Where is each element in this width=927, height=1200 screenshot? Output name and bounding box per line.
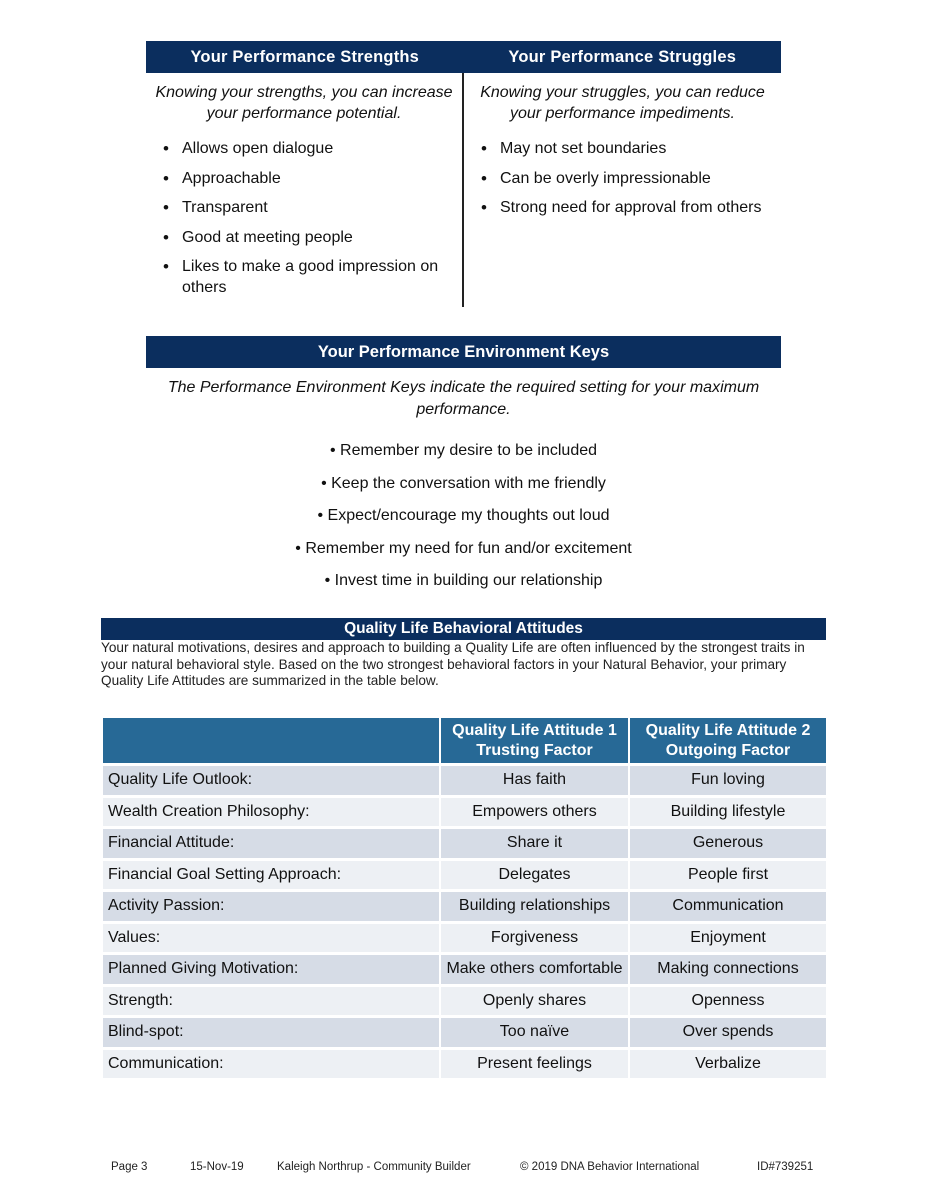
attitude-2-value: People first (630, 861, 826, 890)
struggles-column (464, 82, 781, 227)
strengths-intro: Knowing your strengths, you can increase your performance potential. (155, 84, 453, 122)
table-header-cell: Quality Life Attitude 2 Outgoing Factor (630, 718, 826, 763)
row-label: Activity Passion: (103, 892, 439, 921)
quality-life-table (101, 715, 828, 1081)
footer-name: Kaleigh Northrup - Community Builder (277, 1161, 471, 1173)
attitude-2-value: Making connections (630, 955, 826, 984)
table-row (103, 924, 826, 953)
quality-life-title: Quality Life Behavioral Attitudes (101, 618, 826, 640)
strength-item: • Transparent (146, 197, 462, 218)
table-row (103, 987, 826, 1016)
footer-page-number: Page 3 (111, 1161, 148, 1173)
environment-key-item: • Expect/encourage my thoughts out loud (317, 507, 610, 524)
row-label: Planned Giving Motivation: (103, 955, 439, 984)
performance-header-bar (146, 41, 781, 73)
attitude-2-value: Verbalize (630, 1050, 826, 1079)
attitude-1-value: Has faith (441, 766, 628, 795)
table-row (103, 861, 826, 890)
attitude-2-value: Generous (630, 829, 826, 858)
table-header-cell: Quality Life Attitude 1 Trusting Factor (441, 718, 628, 763)
strength-item: • Approachable (146, 168, 462, 189)
struggles-intro: Knowing your struggles, you can reduce your performance impediments. (480, 84, 765, 122)
row-label: Values: (103, 924, 439, 953)
table-header-cell (103, 718, 439, 763)
environment-keys-title: Your Performance Environment Keys (146, 336, 781, 368)
row-label: Quality Life Outlook: (103, 766, 439, 795)
attitude-1-value: Empowers others (441, 798, 628, 827)
attitude-1-value: Make others comfortable (441, 955, 628, 984)
table-row (103, 798, 826, 827)
struggle-item: • May not set boundaries (464, 138, 781, 159)
attitude-2-value: Enjoyment (630, 924, 826, 953)
row-label: Financial Attitude: (103, 829, 439, 858)
attitude-2-value: Building lifestyle (630, 798, 826, 827)
strengths-list (146, 138, 462, 298)
attitude-1-value: Present feelings (441, 1050, 628, 1079)
table-row (103, 1018, 826, 1047)
strengths-title: Your Performance Strengths (190, 48, 420, 66)
attitude-2-value: Openness (630, 987, 826, 1016)
table-row (103, 1050, 826, 1079)
footer-date: 15-Nov-19 (190, 1161, 244, 1173)
table-row (103, 892, 826, 921)
attitude-1-value: Too naïve (441, 1018, 628, 1047)
struggles-list (464, 138, 781, 218)
row-label: Blind-spot: (103, 1018, 439, 1047)
strengths-column (146, 82, 462, 307)
attitude-1-value: Forgiveness (441, 924, 628, 953)
row-label: Wealth Creation Philosophy: (103, 798, 439, 827)
strength-item: • Allows open dialogue (146, 138, 462, 159)
attitude-1-value: Share it (441, 829, 628, 858)
strength-item: • Likes to make a good impression on others (146, 256, 462, 298)
table-header-row (103, 718, 826, 763)
footer-copyright: © 2019 DNA Behavior International (520, 1161, 700, 1173)
attitude-2-value: Over spends (630, 1018, 826, 1047)
row-label: Financial Goal Setting Approach: (103, 861, 439, 890)
environment-key-item: • Invest time in building our relationship (324, 572, 603, 589)
row-label: Strength: (103, 987, 439, 1016)
attitude-1-value: Delegates (441, 861, 628, 890)
struggle-item: • Strong need for approval from others (464, 197, 781, 218)
attitude-2-value: Fun loving (630, 766, 826, 795)
struggles-title: Your Performance Struggles (508, 48, 737, 66)
table-row (103, 955, 826, 984)
environment-key-item: • Remember my desire to be included (329, 442, 598, 459)
attitude-1-value: Building relationships (441, 892, 628, 921)
footer-id: ID#739251 (757, 1161, 814, 1173)
attitude-2-value: Communication (630, 892, 826, 921)
struggle-item: • Can be overly impressionable (464, 168, 781, 189)
table-row (103, 766, 826, 795)
quality-life-description: Your natural motivations, desires and approach to building a Quality Life are often influenced by the strongest traits in your natural behavioral style. Based on the two strongest behavioral factors in your Natural Behavior, your primary Quality Life Attitudes are summarized in the table below. (101, 640, 805, 688)
strength-item: • Good at meeting people (146, 227, 462, 248)
row-label: Communication: (103, 1050, 439, 1079)
environment-key-item: • Remember my need for fun and/or excitement (295, 539, 632, 557)
table-row (103, 829, 826, 858)
environment-key-item: • Keep the conversation with me friendly (321, 474, 606, 492)
environment-keys-intro: The Performance Environment Keys indicate the required setting for your maximum performance. (167, 379, 760, 418)
attitude-1-value: Openly shares (441, 987, 628, 1016)
environment-keys-list (146, 440, 781, 603)
